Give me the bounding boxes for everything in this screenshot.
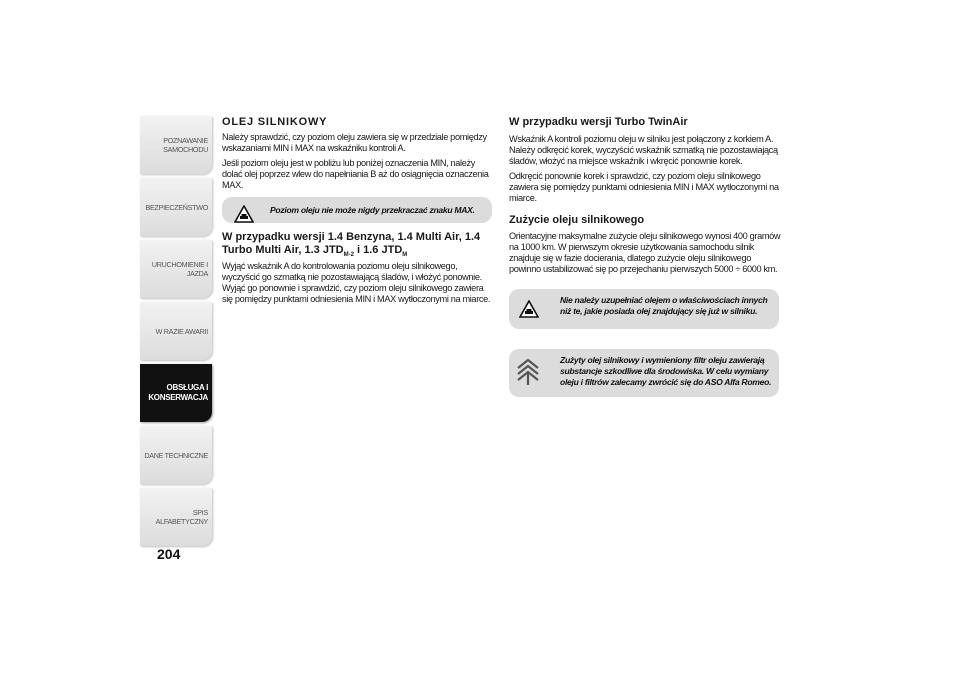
tab-uruchomienie[interactable]: URUCHOMIENIE I JAZDA xyxy=(140,240,212,298)
subtitle-line2b: i 1.6 JTD xyxy=(353,244,403,256)
subtitle-line1: W przypadku wersji 1.4 Benzyna, 1.4 Multi Air, 1.4 xyxy=(222,231,481,243)
subsection-title: Zużycie oleju silnikowego xyxy=(509,214,645,226)
subsection-title xyxy=(222,231,492,257)
environment-text: Zużyty olej silnikowy i wymieniony filtr oleju zawierają substancje szkodliwe dla środowiska. W celu wymiany oleju i filtrów zalecamy zwrócić się do ASO Alfa Romeo. xyxy=(560,355,772,387)
subsection-title: W przypadku wersji Turbo TwinAir xyxy=(509,116,688,128)
warning-text: Nie należy uzupełniać olejem o właściwościach innych niż te, jakie posiada olej znajdujący się już w silniku. xyxy=(560,295,768,316)
paragraph: Wskaźnik A kontroli poziomu oleju w silniku jest połączony z korkiem A. Należy odkręcić korek, wyczyścić wskaźnik szmatką nie pozostawiającą śladów, włożyć na miejsce wskaźnik i wkręcić ponownie korek. xyxy=(509,134,778,166)
tab-spis-alfabetyczny[interactable]: SPIS ALFABETYCZNY xyxy=(140,488,212,546)
warning-car-icon xyxy=(234,205,254,223)
paragraph: Wyjąć wskaźnik A do kontrolowania poziomu oleju silnikowego, wyczyścić go szmatką nie pozostawiającą śladów, i włożyć ponownie. Wyjąć go ponownie i sprawdzić, czy poziom oleju silnikowego zawiera się pomiędzy punktami odniesienia MIN i MAX wytłoczonymi na miarce. xyxy=(222,261,491,304)
subtitle-line2a: Turbo Multi Air, 1.3 JTD xyxy=(222,244,344,256)
subtitle-sub1: M-2 xyxy=(343,252,354,259)
warning-text: Poziom oleju nie może nigdy przekraczać znaku MAX. xyxy=(270,205,475,215)
environment-note xyxy=(509,349,779,397)
right-column xyxy=(509,116,781,397)
warning-note xyxy=(509,289,779,329)
paragraph: Odkręcić ponownie korek i sprawdzić, czy poziom oleju silnikowego zawiera się pomiędzy punktami odniesienia MIN i MAX wytłoczonymi na miarce. xyxy=(509,171,779,203)
environment-arrows-icon xyxy=(515,357,541,387)
subtitle-sub2: M xyxy=(402,252,408,259)
tab-w-razie-awarii[interactable]: W RAZIE AWARII xyxy=(140,302,212,360)
section-title: OLEJ SILNIKOWY xyxy=(222,116,328,128)
tab-bezpieczenstwo[interactable]: BEZPIECZEŃSTWO xyxy=(140,178,212,236)
paragraph: Należy sprawdzić, czy poziom oleju zawiera się w przedziale pomiędzy wskazaniami MIN i MAX na wskaźniku kontroli A. xyxy=(222,132,487,153)
page-number: 204 xyxy=(157,546,181,562)
warning-note xyxy=(222,197,492,223)
paragraph: Orientacyjne maksymalne zużycie oleju silnikowego wynosi 400 gramów na 1000 km. W pierwszym okresie użytkowania samochodu silnik znajduje się w fazie docierania, dlatego zużycie oleju silnikowego powinno ustabilizować się po przejechaniu pierwszych 5000 ÷ 6000 km. xyxy=(509,231,781,274)
tab-poznawanie[interactable]: POZNAWANIE SAMOCHODU xyxy=(140,116,212,174)
tab-dane-techniczne[interactable]: DANE TECHNICZNE xyxy=(140,426,212,484)
paragraph: Jeśli poziom oleju jest w pobliżu lub poniżej oznaczenia MIN, należy dolać olej poprzez wlew do napełniania B aż do osiągnięcia oznaczenia MAX. xyxy=(222,158,489,190)
left-column xyxy=(222,116,492,309)
tab-obsluga-active[interactable]: OBSŁUGA I KONSERWACJA xyxy=(140,364,212,422)
warning-car-icon xyxy=(519,300,539,318)
